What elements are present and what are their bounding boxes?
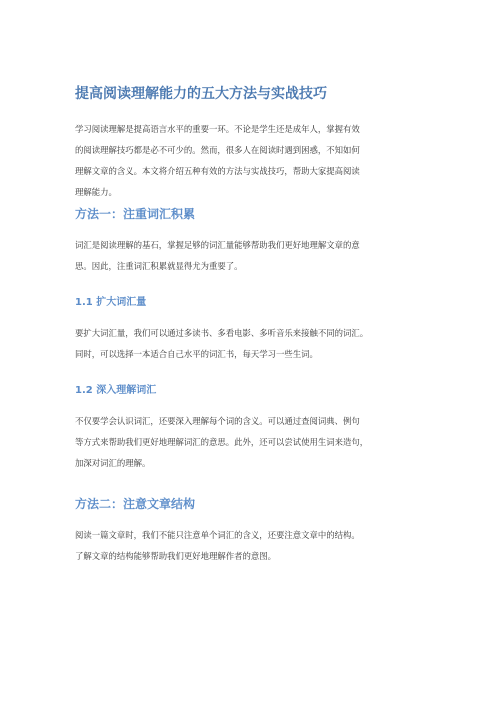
paragraph-line: 要扩大词汇量，我们可以通过多读书、多看电影、多听音乐来接触不同的词汇。 (75, 328, 369, 338)
method1-paragraph (75, 235, 435, 277)
subsection-1-2-paragraph (75, 411, 435, 474)
paragraph-line: 学习阅读理解是提高语言水平的重要一环。不论是学生还是成年人，掌握有效 (75, 124, 360, 134)
paragraph-line: 理解文章的含义。本文将介绍五种有效的方法与实战技巧，帮助大家提高阅读 (75, 166, 360, 176)
paragraph-line: 词汇是阅读理解的基石，掌握足够的词汇量能够帮助我们更好地理解文章的意 (75, 240, 360, 250)
paragraph-line: 不仅要学会认识词汇，还要深入理解每个词的含义。可以通过查阅词典、例句 (75, 416, 360, 426)
paragraph-line: 理解能力。 (75, 187, 117, 197)
paragraph-line: 同时，可以选择一本适合自己水平的词汇书，每天学习一些生词。 (75, 349, 318, 359)
intro-paragraph (75, 119, 435, 203)
paragraph-line: 加深对词汇的理解。 (75, 458, 151, 468)
paragraph-line: 等方式来帮助我们更好地理解词汇的意思。此外，还可以尝试使用生词来造句， (75, 437, 369, 447)
document-title: 提高阅读理解能力的五大方法与实战技巧 (75, 86, 327, 102)
paragraph-line: 了解文章的结构能够帮助我们更好地理解作者的意图。 (75, 551, 276, 561)
paragraph-line: 阅读一篇文章时，我们不能只注意单个词汇的含义，还要注意文章中的结构。 (75, 530, 360, 540)
subsection-heading-1-1: 1.1 扩大词汇量 (75, 297, 147, 308)
paragraph-line: 思。因此，注重词汇积累就显得尤为重要了。 (75, 261, 243, 271)
section-heading-method1: 方法一：注重词汇积累 (75, 207, 196, 221)
subsection-heading-1-2: 1.2 深入理解词汇 (75, 385, 157, 396)
subsection-1-1-paragraph (75, 323, 435, 365)
method2-paragraph (75, 525, 435, 567)
paragraph-line: 的阅读理解技巧都是必不可少的。然而，很多人在阅读时遇到困惑，不知如何 (75, 145, 360, 155)
section-heading-method2: 方法二：注意文章结构 (75, 497, 196, 511)
